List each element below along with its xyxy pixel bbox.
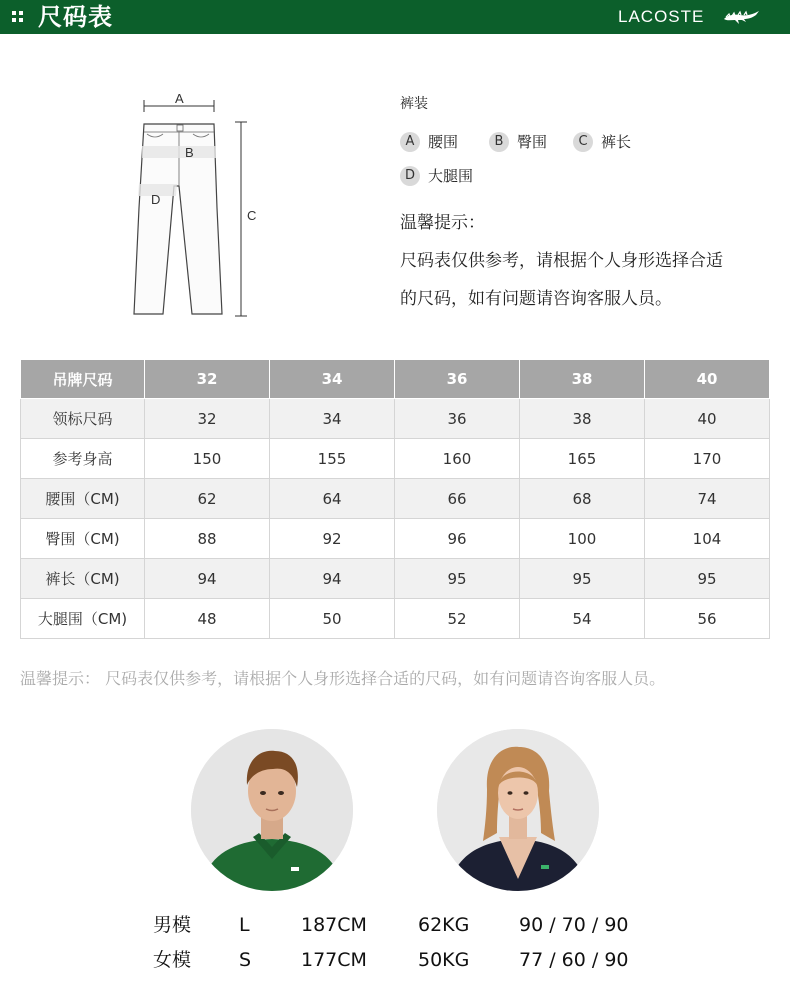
table-header-cell: 36 (395, 360, 520, 399)
table-cell: 95 (520, 559, 645, 599)
table-cell: 34 (270, 399, 395, 439)
legend-label: 裤长 (601, 133, 632, 151)
model-size: L (239, 914, 250, 936)
label-d: D (151, 192, 161, 207)
table-cell: 94 (145, 559, 270, 599)
legend-label: 臀围 (517, 133, 548, 151)
table-cell: 74 (645, 479, 770, 519)
table-cell: 66 (395, 479, 520, 519)
table-cell: 95 (395, 559, 520, 599)
female-model-photo (437, 729, 599, 891)
brand-name: LACOSTE (618, 7, 705, 26)
grid-dots-icon (12, 11, 24, 23)
table-row (21, 399, 770, 439)
female-model-image (437, 729, 599, 891)
table-header-cell: 32 (145, 360, 270, 399)
model-measurements: 90 / 70 / 90 (519, 914, 629, 936)
table-cell: 40 (645, 399, 770, 439)
table-cell: 36 (395, 399, 520, 439)
model-height: 177CM (301, 949, 367, 971)
table-header-row (21, 360, 770, 399)
crocodile-logo-icon (722, 7, 760, 27)
table-cell: 155 (270, 439, 395, 479)
label-b: B (185, 145, 194, 160)
table-cell: 54 (520, 599, 645, 639)
table-cell: 165 (520, 439, 645, 479)
table-cell: 38 (520, 399, 645, 439)
table-row (21, 559, 770, 599)
tip-title: 温馨提示： (400, 213, 485, 233)
size-table (20, 359, 770, 639)
table-header-cell: 40 (645, 360, 770, 399)
legend-badge: D (400, 166, 420, 186)
table-cell: 62 (145, 479, 270, 519)
model-size: S (239, 949, 252, 971)
legend-item-d (400, 166, 473, 186)
table-cell: 68 (520, 479, 645, 519)
table-cell: 88 (145, 519, 270, 559)
table-cell: 64 (270, 479, 395, 519)
label-c: C (247, 208, 257, 223)
size-note: 温馨提示： 尺码表仅供参考，请根据个人身形选择合适的尺码，如有问题请咨询客服人员。 (20, 669, 666, 688)
legend-badge: A (400, 132, 420, 152)
table-row-label: 参考身高 (21, 439, 145, 479)
legend-label: 腰围 (428, 133, 459, 151)
model-type: 男模 (153, 914, 192, 936)
tip-line-1: 尺码表仅供参考，请根据个人身形选择合适 (400, 251, 723, 271)
table-header-cell: 34 (270, 360, 395, 399)
table-cell: 95 (645, 559, 770, 599)
legend-label: 大腿围 (428, 167, 474, 185)
male-model-photo (191, 729, 353, 891)
table-cell: 100 (520, 519, 645, 559)
table-row (21, 479, 770, 519)
table-row-label: 领标尺码 (21, 399, 145, 439)
table-cell: 96 (395, 519, 520, 559)
table-row (21, 519, 770, 559)
model-weight: 50KG (418, 949, 470, 971)
male-model-info (0, 911, 790, 939)
table-cell: 170 (645, 439, 770, 479)
model-weight: 62KG (418, 914, 470, 936)
table-cell: 52 (395, 599, 520, 639)
table-row-label: 臀围（CM) (21, 519, 145, 559)
table-cell: 50 (270, 599, 395, 639)
page-title: 尺码表 (38, 3, 113, 31)
table-row-label: 腰围（CM) (21, 479, 145, 519)
table-row (21, 439, 770, 479)
model-height: 187CM (301, 914, 367, 936)
table-header-cell: 38 (520, 360, 645, 399)
header-bar (0, 0, 790, 34)
table-cell: 94 (270, 559, 395, 599)
model-type: 女模 (153, 949, 192, 971)
legend-item-a (400, 132, 458, 152)
table-cell: 160 (395, 439, 520, 479)
table-cell: 92 (270, 519, 395, 559)
label-a: A (175, 91, 184, 106)
male-model-image (191, 729, 353, 891)
table-cell: 48 (145, 599, 270, 639)
table-row (21, 599, 770, 639)
legend-category: 裤装 (400, 96, 428, 112)
legend (400, 95, 780, 113)
legend-badge: B (489, 132, 509, 152)
table-header-cell: 吊牌尺码 (21, 360, 145, 399)
table-cell: 56 (645, 599, 770, 639)
table-cell: 104 (645, 519, 770, 559)
female-model-info (0, 946, 790, 974)
table-cell: 150 (145, 439, 270, 479)
table-cell: 32 (145, 399, 270, 439)
model-measurements: 77 / 60 / 90 (519, 949, 629, 971)
table-row-label: 大腿围（CM) (21, 599, 145, 639)
legend-badge: C (573, 132, 593, 152)
tip-line-2: 的尺码，如有问题请咨询客服人员。 (400, 289, 672, 309)
table-row-label: 裤长（CM) (21, 559, 145, 599)
legend-item-c (573, 132, 631, 152)
pants-diagram (125, 88, 265, 320)
legend-item-b (489, 132, 547, 152)
